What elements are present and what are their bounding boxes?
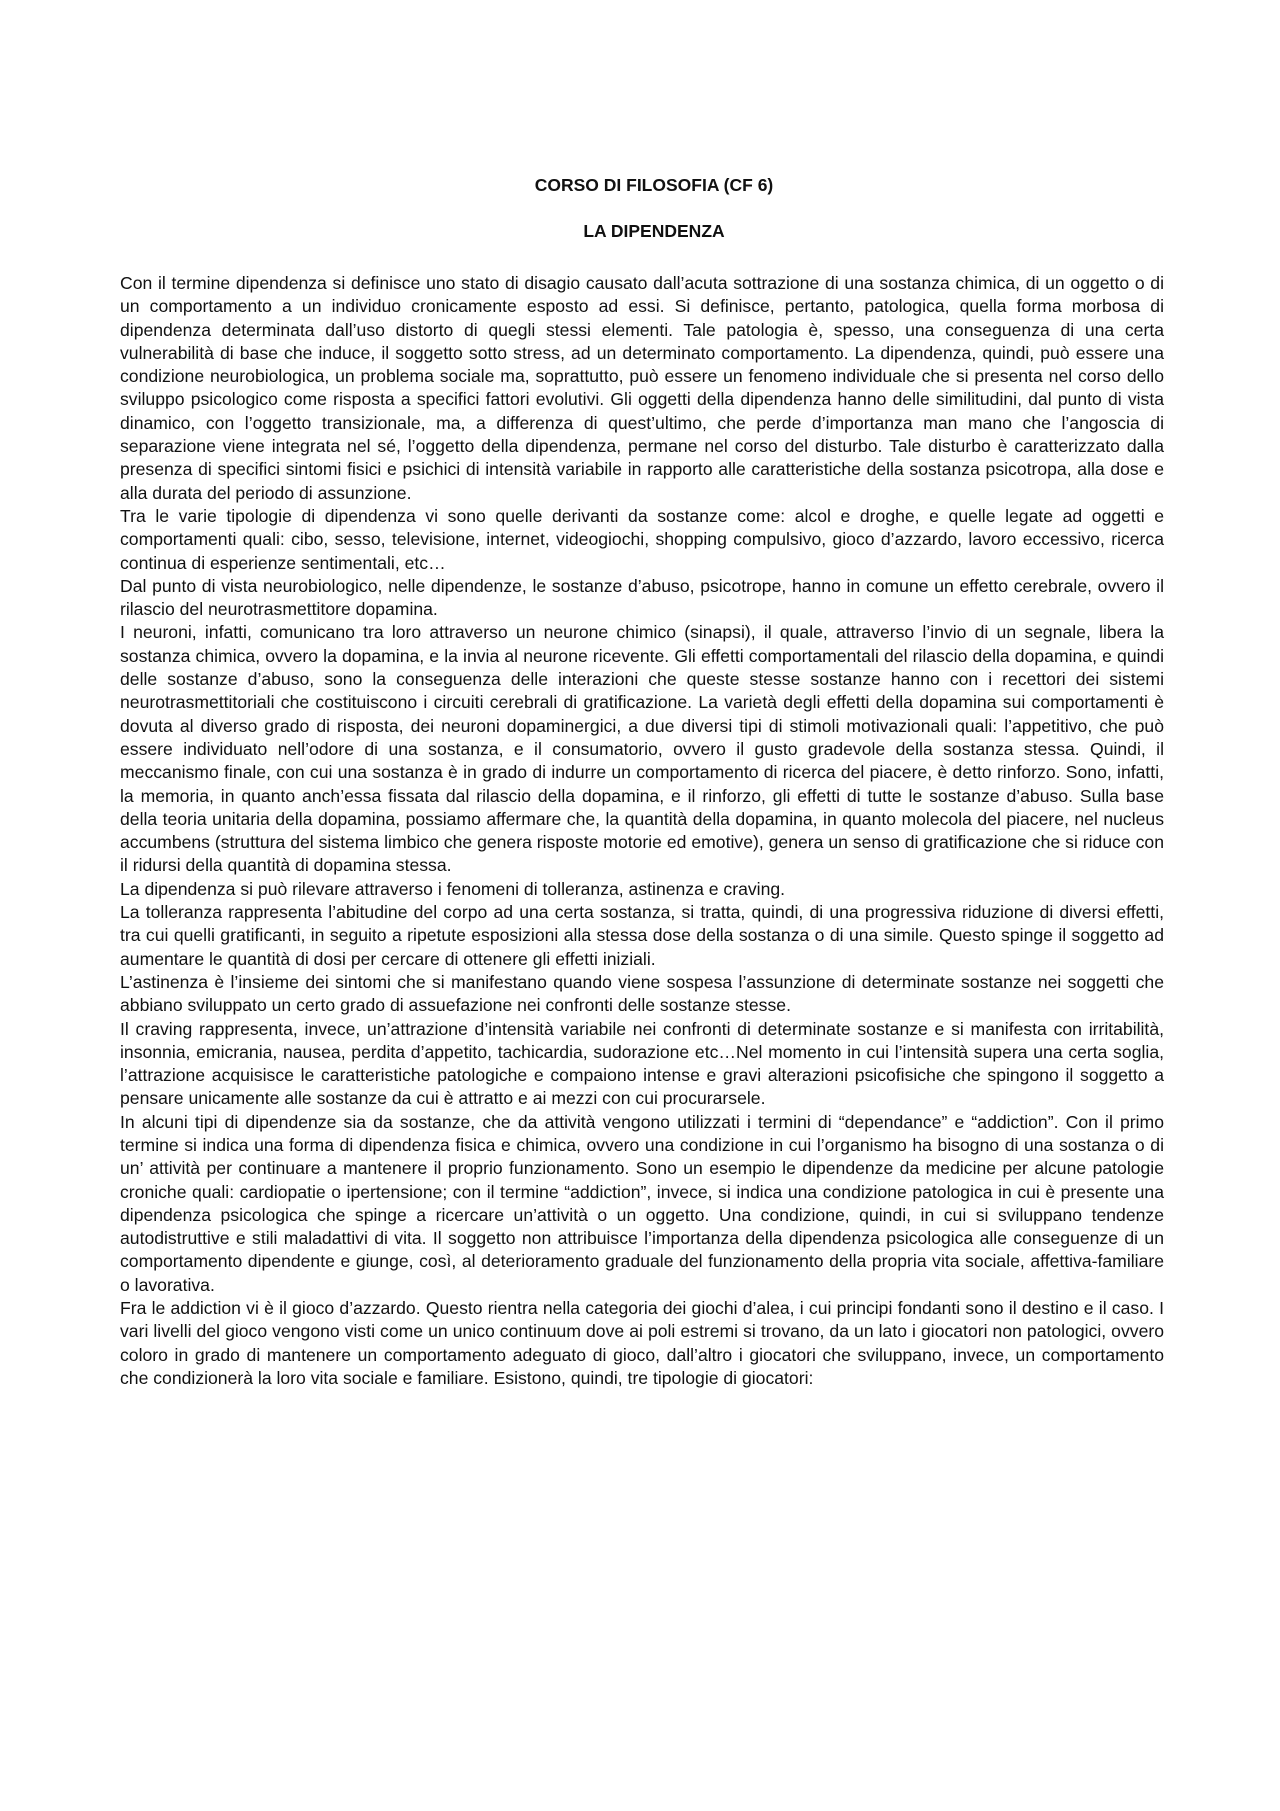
paragraph: La dipendenza si può rilevare attraverso i fenomeni di tolleranza, astinenza e craving.	[120, 878, 786, 899]
paragraph: Tra le varie tipologie di dipendenza vi sono quelle derivanti da sostanze come: alcol e droghe, e quelle legate ad oggetti e comportamenti quali: cibo, sesso, televisione, internet, videogiochi, shopping compulsivo, gioco d’azzardo, lavoro eccessivo, ricerca continua di esperienze sentimentali, etc…	[120, 505, 1164, 573]
paragraph: Fra le addiction vi è il gioco d’azzardo. Questo rientra nella categoria dei giochi d’alea, i cui principi fondanti sono il destino e il caso. I vari livelli del gioco vengono visti come un unico continuum dove ai poli estremi si trovano, da un lato i giocatori non patologici, ovvero coloro in grado di mantenere un comportamento adeguato di gioco, dall’altro i giocatori che sviluppano, invece, un comportamento che condizionerà la loro vita sociale e familiare. Esistono, quindi, tre tipologie di giocatori:	[120, 1298, 1164, 1388]
paragraph: Dal punto di vista neurobiologico, nelle dipendenze, le sostanze d’abuso, psicotrope, hanno in comune un effetto cerebrale, ovvero il rilascio del neurotrasmettitore dopamina.	[120, 575, 1164, 620]
paragraph: In alcuni tipi di dipendenze sia da sostanze, che da attività vengono utilizzati i termini di “dependance” e “addiction”. Con il primo termine si indica una forma di dipendenza fisica e chimica, ovvero una condizione in cui l’organismo ha bisogno di una sostanza o di un’ attività per continuare a mantenere il proprio funzionamento. Sono un esempio le dipendenze da medicine per alcune patologie croniche quali: cardiopatie o ipertensione; con il termine “addiction”, invece, si indica una condizione patologica in cui è presente una dipendenza psicologica che spinge a ricercare un’attività o un oggetto. Una condizione, quindi, in cui si sviluppano tendenze autodistruttive e stili maladattivi di vita. Il soggetto non attribuisce l’importanza della dipendenza psicologica alle conseguenze di un comportamento dipendente e giunge, così, al deterioramento graduale del funzionamento della propria vita sociale, affettiva-familiare o lavorativa.	[120, 1111, 1164, 1295]
document-subtitle: LA DIPENDENZA	[583, 221, 725, 241]
document-title: CORSO DI FILOSOFIA (CF 6)	[534, 175, 774, 195]
paragraph: I neuroni, infatti, comunicano tra loro attraverso un neurone chimico (sinapsi), il quale, attraverso l’invio di un segnale, libera la sostanza chimica, ovvero la dopamina, e la invia al neurone ricevente. Gli effetti comportamentali del rilascio della dopamina, e quindi delle sostanze d’abuso, sono la conseguenza delle interazioni che queste stesse sostanze hanno con i recettori dei sistemi neurotrasmettitoriali che costituiscono i circuiti cerebrali di gratificazione. La varietà degli effetti della dopamina sui comportamenti è dovuta al diverso grado di risposta, dei neuroni dopaminergici, a due diversi tipi di stimoli motivazionali quali: l’appetitivo, che può essere individuato nell’odore di una sostanza, e il consumatorio, ovvero il gusto gradevole della sostanza stessa. Quindi, il meccanismo finale, con cui una sostanza è in grado di indurre un comportamento di ricerca del piacere, è detto rinforzo. Sono, infatti, la memoria, in quanto anch’essa fissata dal rilascio della dopamina, e il rinforzo, gli effetti di tutte le sostanze d’abuso. Sulla base della teoria unitaria della dopamina, possiamo affermare che, la quantità della dopamina, in quanto molecola del piacere, nel nucleus accumbens (struttura del sistema limbico che genera risposte motorie ed emotive), genera un senso di gratificazione che si riduce con il ridursi della quantità di dopamina stessa.	[120, 622, 1164, 876]
paragraph: Il craving rappresenta, invece, un’attrazione d’intensità variabile nei confronti di determinate sostanze e si manifesta con irritabilità, insonnia, emicrania, nausea, perdita d’appetito, tachicardia, sudorazione etc…Nel momento in cui l’intensità supera una certa soglia, l’attrazione acquisisce le caratteristiche patologiche e compaiono intense e gravi alterazioni psicofisiche che spingono il soggetto a pensare unicamente alle sostanze da cui è attratto e ai mezzi con cui procurarsele.	[120, 1018, 1164, 1109]
paragraph: La tolleranza rappresenta l’abitudine del corpo ad una certa sostanza, si tratta, quindi, di una progressiva riduzione di diversi effetti, tra cui quelli gratificanti, in seguito a ripetute esposizioni alla stessa dose della sostanza o di una simile. Questo spinge il soggetto ad aumentare le quantità di dosi per cercare di ottenere gli effetti iniziali.	[120, 902, 1164, 969]
paragraph: L’astinenza è l’insieme dei sintomi che si manifestano quando viene sospesa l’assunzione di determinate sostanze nei soggetti che abbiano sviluppato un certo grado di assuefazione nei confronti delle sostanze stesse.	[120, 971, 1164, 1016]
document-body	[120, 272, 1164, 1390]
paragraph: Con il termine dipendenza si definisce uno stato di disagio causato dall’acuta sottrazione di una sostanza chimica, di un oggetto o di un comportamento a un individuo cronicamente esposto ad essi. Si definisce, pertanto, patologica, quella forma morbosa di dipendenza determinata dall’uso distorto di quegli stessi elementi. Tale patologia è, spesso, una conseguenza di una certa vulnerabilità di base che induce, il soggetto sotto stress, ad un determinato comportamento. La dipendenza, quindi, può essere una condizione neurobiologica, un problema sociale ma, soprattutto, può essere un fenomeno individuale che si presenta nel corso dello sviluppo psicologico come risposta a specifici fattori evolutivi. Gli oggetti della dipendenza hanno delle similitudini, dal punto di vista dinamico, con l’oggetto transizionale, ma, a differenza di quest’ultimo, che perde d’importanza man mano che l’angoscia di separazione viene integrata nel sé, l’oggetto della dipendenza, permane nel corso del disturbo. Tale disturbo è caratterizzato dalla presenza di specifici sintomi fisici e psichici di intensità variabile in rapporto alle caratteristiche della sostanza psicotropa, alla dose e alla durata del periodo di assunzione.	[120, 273, 1164, 503]
